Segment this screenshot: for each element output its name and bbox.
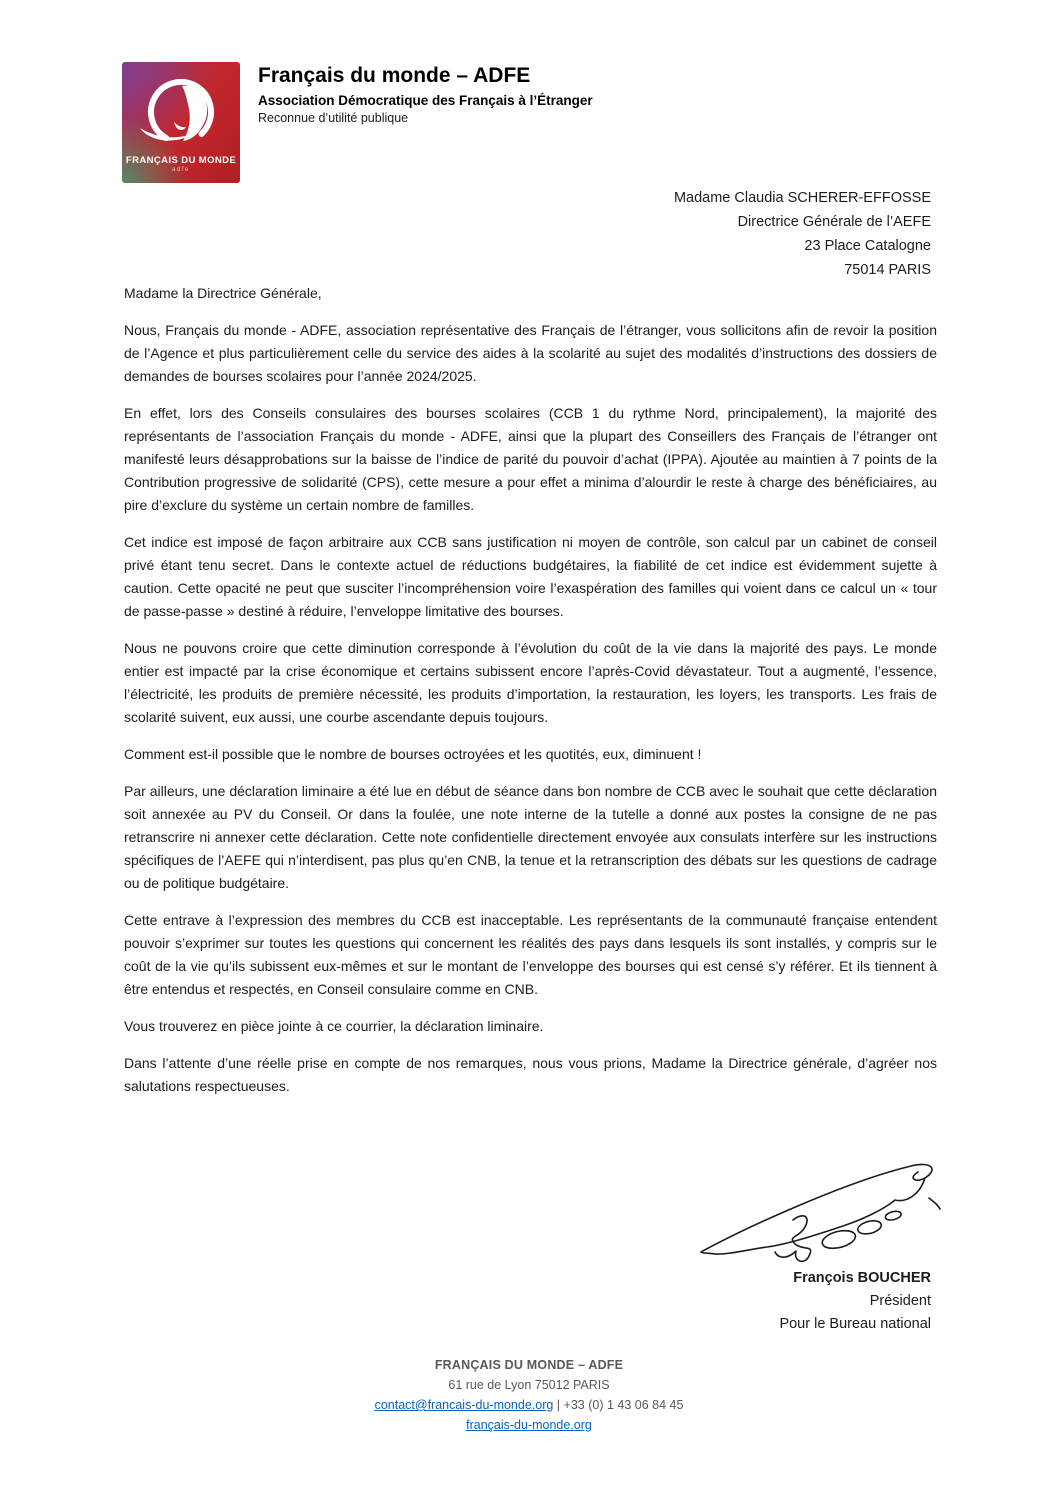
logo-caption: FRANÇAIS DU MONDE xyxy=(125,155,237,166)
footer-email-link[interactable]: contact@francais-du-monde.org xyxy=(374,1398,554,1412)
signoff-block xyxy=(779,1267,931,1336)
signer-on-behalf: Pour le Bureau national xyxy=(779,1316,931,1332)
letter-paragraph: Cet indice est imposé de façon arbitraire aux CCB sans justification ni moyen de contrôle, son calcul par un cabinet de conseil privé étant tenu secret. Dans le contexte actuel de réductions budgétaires, la fiabilité de cet indice est évidemment sujette à caution. Cette opacité ne peut que susciter l’incompréhension voire l’exaspération des familles qui voient dans ce calcul un « tour de passe-passe » destiné à réduire, l’enveloppe limitative des bourses. xyxy=(124,534,937,619)
signer-role: Président xyxy=(869,1293,931,1309)
letterhead xyxy=(258,64,593,125)
letter-body xyxy=(124,282,937,1112)
org-subtitle: Association Démocratique des Français à l’Étranger xyxy=(258,93,593,108)
org-tagline: Reconnue d’utilité publique xyxy=(258,111,409,125)
letter-paragraph: Cette entrave à l’expression des membres du CCB est inacceptable. Les représentants de la communauté française entendent pouvoir s’exprimer sur toutes les questions qui concernent les réalités des pays dans lesquels ils sont installés, y compris sur le coût de la vie qu’ils subissent eux-mêmes et sur le montant de l’enveloppe des bourses qui est censé s’y référer. Et ils tiennent à être entendus et respectés, en Conseil consulaire comme en CNB. xyxy=(124,912,937,997)
letter-paragraph: Par ailleurs, une déclaration liminaire a été lue en début de séance dans bon nombre de CCB avec le souhait que cette déclaration soit annexée au PV du Conseil. Or dans la foulée, une note interne de la tutelle a donné aux postes la consigne de ne pas retranscrire ni annexer cette déclaration. Cette note confidentielle directement envoyée aux consulats interfère sur les instructions spécifiques de l’AEFE qui n’interdisent, pas plus qu’en CNB, la tenue et la retranscription des débats sur les questions de cadrage ou de politique budgétaire. xyxy=(124,783,937,891)
handwritten-signature-icon xyxy=(693,1150,943,1275)
recipient-street: 23 Place Catalogne xyxy=(804,238,931,254)
letter-footer xyxy=(0,1355,1058,1435)
letter-paragraph: En effet, lors des Conseils consulaires des bourses scolaires (CCB 1 du rythme Nord, principalement), la majorité des représentants de l’association Français du monde - ADFE, ainsi que la plupart des Conseillers des Français de l’étranger ont manifesté leurs désapprobations sur la baisse de l’indice de parité du pouvoir d’achat (IPPA). Ajoutée au maintien à 7 points de la Contribution progressive de solidarité (CPS), cette mesure a pour effet a minima d’alourdir le reste à charge des bénéficiaires, au pire d’exclure du système un certain nombre de familles. xyxy=(124,405,937,513)
letter-paragraph: Comment est-il possible que le nombre de bourses octroyées et les quotités, eux, diminuent ! xyxy=(124,746,702,762)
recipient-city: 75014 PARIS xyxy=(844,262,931,278)
footer-website-line xyxy=(0,1415,1058,1435)
footer-phone: +33 (0) 1 43 06 84 45 xyxy=(563,1398,684,1412)
letter-paragraph: Vous trouverez en pièce jointe à ce courrier, la déclaration liminaire. xyxy=(124,1018,544,1034)
recipient-block xyxy=(674,186,931,282)
letter-paragraph: Nous, Français du monde - ADFE, association représentative des Français de l’étranger, vous sollicitons afin de revoir la position de l’Agence et plus particulièrement celle du service des aides à la scolarité au sujet des modalités d’instructions des dossiers de demandes de bourses scolaires pour l’année 2024/2025. xyxy=(124,322,937,384)
recipient-role: Directrice Générale de l’AEFE xyxy=(737,214,931,230)
letter-paragraph: Nous ne pouvons croire que cette diminution corresponde à l’évolution du coût de la vie dans la majorité des pays. Le monde entier est impacté par la crise économique et certains subissent encore l’après-Covid dévastateur. Tout a augmenté, l’essence, l’électricité, les produits de première nécessité, les produits d’importation, la restauration, les loyers, les transports. Les frais de scolarité suivent, eux aussi, une courbe ascendante depuis toujours. xyxy=(124,640,937,725)
footer-contact-line xyxy=(0,1395,1058,1415)
logo-sub-caption: adfe xyxy=(172,167,190,173)
recipient-name: Madame Claudia SCHERER-EFFOSSE xyxy=(673,190,931,206)
footer-website-link[interactable]: français-du-monde.org xyxy=(466,1418,592,1432)
signer-name: François BOUCHER xyxy=(793,1270,931,1286)
salutation: Madame la Directrice Générale, xyxy=(124,285,322,301)
footer-address: 61 rue de Lyon 75012 PARIS xyxy=(448,1378,610,1392)
signature-scribble xyxy=(693,1150,943,1280)
footer-org-name: FRANÇAIS DU MONDE – ADFE xyxy=(434,1358,624,1372)
francais-du-monde-logo xyxy=(122,62,240,183)
letter-paragraph: Dans l’attente d’une réelle prise en compte de nos remarques, nous vous prions, Madame la Directrice générale, d’agréer nos salutations respectueuses. xyxy=(124,1055,937,1094)
footer-separator: | xyxy=(553,1398,564,1412)
org-title: Français du monde – ADFE xyxy=(258,64,531,87)
